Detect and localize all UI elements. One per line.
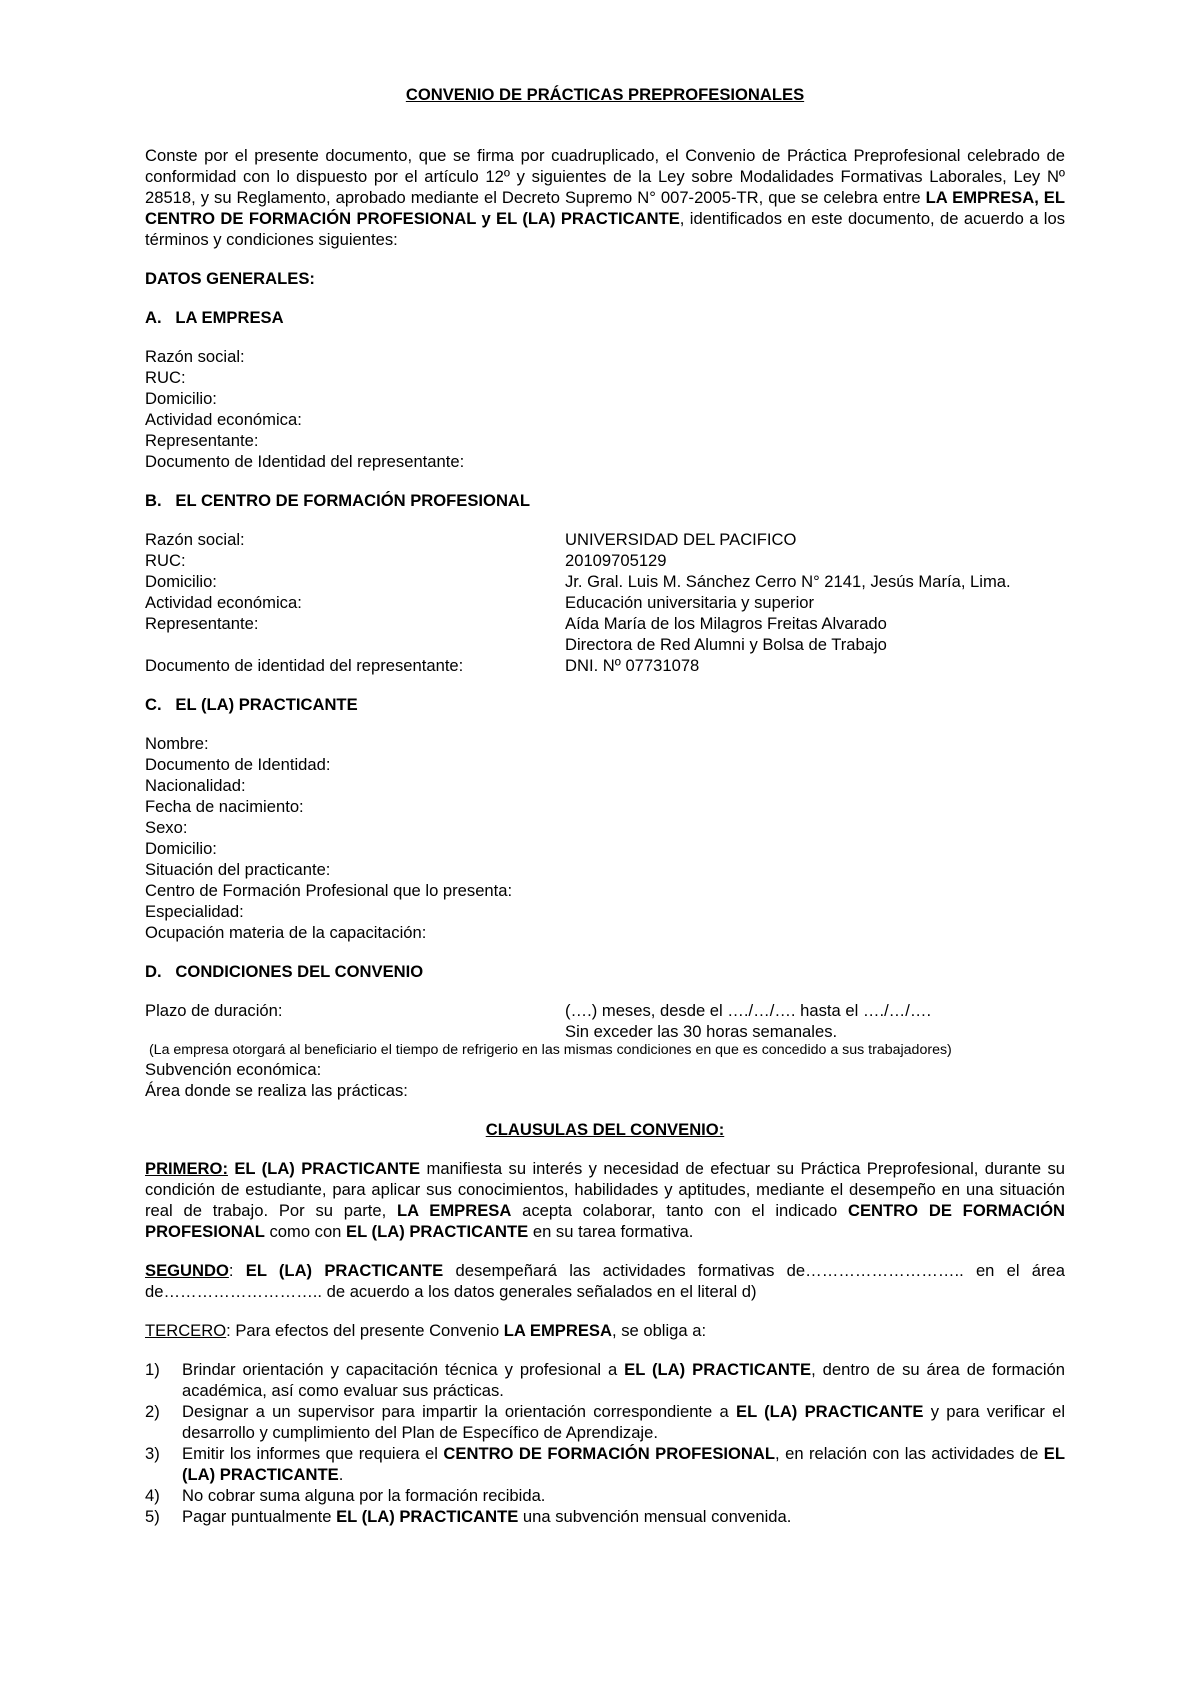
item-text: una subvención mensual convenida. bbox=[518, 1507, 792, 1526]
section-a-field: Documento de Identidad del representante: bbox=[145, 452, 465, 471]
document-body bbox=[145, 84, 1065, 1527]
plazo-label: Plazo de duración: bbox=[145, 1001, 283, 1020]
field-label: Razón social: bbox=[145, 530, 245, 549]
item-text: , en relación con las actividades de bbox=[775, 1444, 1044, 1463]
list-item bbox=[145, 1506, 1065, 1527]
item-text: Designar a un supervisor para impartir la orientación correspondiente a bbox=[182, 1402, 736, 1421]
section-b-row bbox=[145, 550, 1065, 571]
party-name: LA EMPRESA bbox=[503, 1321, 612, 1340]
party-name: EL (LA) PRACTICANTE bbox=[234, 1159, 421, 1178]
plazo-hours: Sin exceder las 30 horas semanales. bbox=[565, 1022, 838, 1041]
section-c-field: Fecha de nacimiento: bbox=[145, 797, 304, 816]
party-name: CENTRO DE FORMACIÓN PROFESIONAL bbox=[443, 1444, 776, 1463]
section-a-field: Domicilio: bbox=[145, 389, 217, 408]
document-title: CONVENIO DE PRÁCTICAS PREPROFESIONALES bbox=[405, 85, 805, 104]
clause-text: desempeñará las actividades formativas de……………………….. en el área de……………………….. de acuerdo a los datos generales señalados en el literal d) bbox=[145, 1261, 1066, 1301]
section-b-heading: B. EL CENTRO DE FORMACIÓN PROFESIONAL bbox=[145, 491, 531, 510]
clause-tercero bbox=[145, 1320, 1065, 1341]
section-b-row bbox=[145, 529, 1065, 550]
field-value: Educación universitaria y superior bbox=[565, 593, 815, 612]
list-number: 3) bbox=[145, 1444, 160, 1463]
section-a-fields bbox=[145, 346, 1065, 472]
field-value: DNI. Nº 07731078 bbox=[565, 656, 700, 675]
party-name: EL (LA) PRACTICANTE bbox=[736, 1402, 924, 1421]
field-value: UNIVERSIDAD DEL PACIFICO bbox=[565, 530, 797, 549]
field-label: Domicilio: bbox=[145, 572, 217, 591]
clause-text: manifiesta su interés y necesidad de efectuar su Práctica Preprofesional, durante su condición de estudiante, para aplicar sus conocimientos, habilidades y aptitudes, mediante el desempeño en una situación real de trabajo. Por su parte, bbox=[145, 1159, 1065, 1220]
list-item bbox=[145, 1359, 1065, 1401]
section-b-fields bbox=[145, 529, 1065, 676]
clause-text: como con bbox=[264, 1222, 347, 1241]
section-c-field: Sexo: bbox=[145, 818, 188, 837]
field-label bbox=[145, 634, 565, 655]
list-number: 1) bbox=[145, 1360, 160, 1379]
field-label: Actividad económica: bbox=[145, 593, 302, 612]
section-b-row bbox=[145, 655, 1065, 676]
field-label: Documento de identidad del representante: bbox=[145, 656, 464, 675]
party-name: EL (LA) PRACTICANTE bbox=[245, 1261, 444, 1280]
list-text bbox=[182, 1506, 1065, 1527]
section-a-field: Razón social: bbox=[145, 347, 245, 366]
clausulas-heading: CLAUSULAS DEL CONVENIO: bbox=[485, 1120, 725, 1139]
clause-text: : Para efectos del presente Convenio bbox=[226, 1321, 504, 1340]
item-text: Brindar orientación y capacitación técnica y profesional a bbox=[182, 1360, 625, 1379]
obligations-list bbox=[145, 1359, 1065, 1527]
plazo-row-2 bbox=[145, 1021, 1065, 1042]
list-text bbox=[182, 1485, 1065, 1506]
list-number: 2) bbox=[145, 1402, 160, 1421]
field-value: Aída María de los Milagros Freitas Alvarado bbox=[565, 614, 887, 633]
section-b-row bbox=[145, 571, 1065, 592]
party-name: EL (LA) PRACTICANTE bbox=[346, 1222, 529, 1241]
intro-paragraph bbox=[145, 145, 1065, 250]
clause-text: : bbox=[228, 1261, 246, 1280]
refrigerio-note: (La empresa otorgará al beneficiario el tiempo de refrigerio en las mismas condiciones en que es concedido a sus trabajadores) bbox=[145, 1042, 952, 1058]
field-label: Representante: bbox=[145, 614, 259, 633]
item-text: Pagar puntualmente bbox=[182, 1507, 337, 1526]
list-text bbox=[182, 1359, 1065, 1401]
list-item bbox=[145, 1443, 1065, 1485]
area-field: Área donde se realiza las prácticas: bbox=[145, 1081, 408, 1100]
section-c-field: Nombre: bbox=[145, 734, 209, 753]
section-b-row bbox=[145, 613, 1065, 634]
field-value: Directora de Red Alumni y Bolsa de Trabajo bbox=[565, 635, 887, 654]
intro-text-2: , identificados en este documento, de acuerdo a los términos y condiciones siguientes: bbox=[145, 209, 1065, 249]
section-b-row bbox=[145, 634, 1065, 655]
item-text: . bbox=[338, 1465, 344, 1484]
section-b-row bbox=[145, 592, 1065, 613]
section-d-heading: D. CONDICIONES DEL CONVENIO bbox=[145, 962, 424, 981]
list-text bbox=[182, 1443, 1065, 1485]
list-number: 5) bbox=[145, 1507, 160, 1526]
field-value: 20109705129 bbox=[565, 551, 667, 570]
subvencion-field: Subvención económica: bbox=[145, 1060, 322, 1079]
section-c-field: Documento de Identidad: bbox=[145, 755, 331, 774]
section-c-fields bbox=[145, 733, 1065, 943]
item-text: , dentro de su área de formación académica, así como evaluar sus prácticas. bbox=[182, 1360, 1065, 1400]
field-label: RUC: bbox=[145, 551, 186, 570]
clause-segundo bbox=[145, 1260, 1065, 1302]
clause-label: PRIMERO: bbox=[145, 1159, 228, 1178]
plazo-row bbox=[145, 1000, 1065, 1021]
item-text: No cobrar suma alguna por la formación recibida. bbox=[182, 1486, 546, 1505]
section-c-field: Nacionalidad: bbox=[145, 776, 246, 795]
party-name: CENTRO DE FORMACIÓN PROFESIONAL bbox=[145, 1201, 1065, 1241]
section-c-field: Centro de Formación Profesional que lo presenta: bbox=[145, 881, 513, 900]
list-item bbox=[145, 1401, 1065, 1443]
party-name: LA EMPRESA bbox=[397, 1201, 512, 1220]
intro-text-1: Conste por el presente documento, que se firma por cuadruplicado, el Convenio de Práctica Preprofesional celebrado de conformidad con lo dispuesto por el artículo 12º y siguientes de la Ley sobre Modalidades Formativas Laborales, Ley Nº 28518, y su Reglamento, aprobado mediante el Decreto Supremo N° 007-2005-TR, que se celebra entre bbox=[145, 146, 1065, 207]
clause-text: en su tarea formativa. bbox=[528, 1222, 694, 1241]
party-name: EL (LA) PRACTICANTE bbox=[182, 1444, 1065, 1484]
clause-text: acepta colaborar, tanto con el indicado bbox=[511, 1201, 848, 1220]
clause-primero bbox=[145, 1158, 1065, 1242]
section-a-field: RUC: bbox=[145, 368, 186, 387]
party-name: EL (LA) PRACTICANTE bbox=[336, 1507, 519, 1526]
datos-generales-heading: DATOS GENERALES: bbox=[145, 269, 315, 288]
section-a-heading: A. LA EMPRESA bbox=[145, 308, 284, 327]
clause-label: TERCERO bbox=[145, 1321, 227, 1340]
section-c-field: Ocupación materia de la capacitación: bbox=[145, 923, 427, 942]
clause-label: SEGUNDO bbox=[145, 1261, 229, 1280]
section-a-field: Actividad económica: bbox=[145, 410, 302, 429]
section-a-field: Representante: bbox=[145, 431, 259, 450]
section-c-field: Domicilio: bbox=[145, 839, 217, 858]
intro-parties: LA EMPRESA, EL CENTRO DE FORMACIÓN PROFESIONAL y EL (LA) PRACTICANTE bbox=[145, 188, 1065, 228]
list-item bbox=[145, 1485, 1065, 1506]
section-c-heading: C. EL (LA) PRACTICANTE bbox=[145, 695, 358, 714]
clause-text: , se obliga a: bbox=[611, 1321, 707, 1340]
section-c-field: Situación del practicante: bbox=[145, 860, 331, 879]
item-text: Emitir los informes que requiera el bbox=[182, 1444, 444, 1463]
list-text bbox=[182, 1401, 1065, 1443]
list-number: 4) bbox=[145, 1486, 160, 1505]
party-name: EL (LA) PRACTICANTE bbox=[624, 1360, 812, 1379]
item-text: y para verificar el desarrollo y cumplimiento del Plan de Específico de Aprendizaje. bbox=[182, 1402, 1066, 1442]
section-c-field: Especialidad: bbox=[145, 902, 244, 921]
plazo-value: (….) meses, desde el …./…/…. hasta el …./…/…. bbox=[565, 1001, 932, 1020]
field-value: Jr. Gral. Luis M. Sánchez Cerro N° 2141, Jesús María, Lima. bbox=[565, 572, 1011, 591]
